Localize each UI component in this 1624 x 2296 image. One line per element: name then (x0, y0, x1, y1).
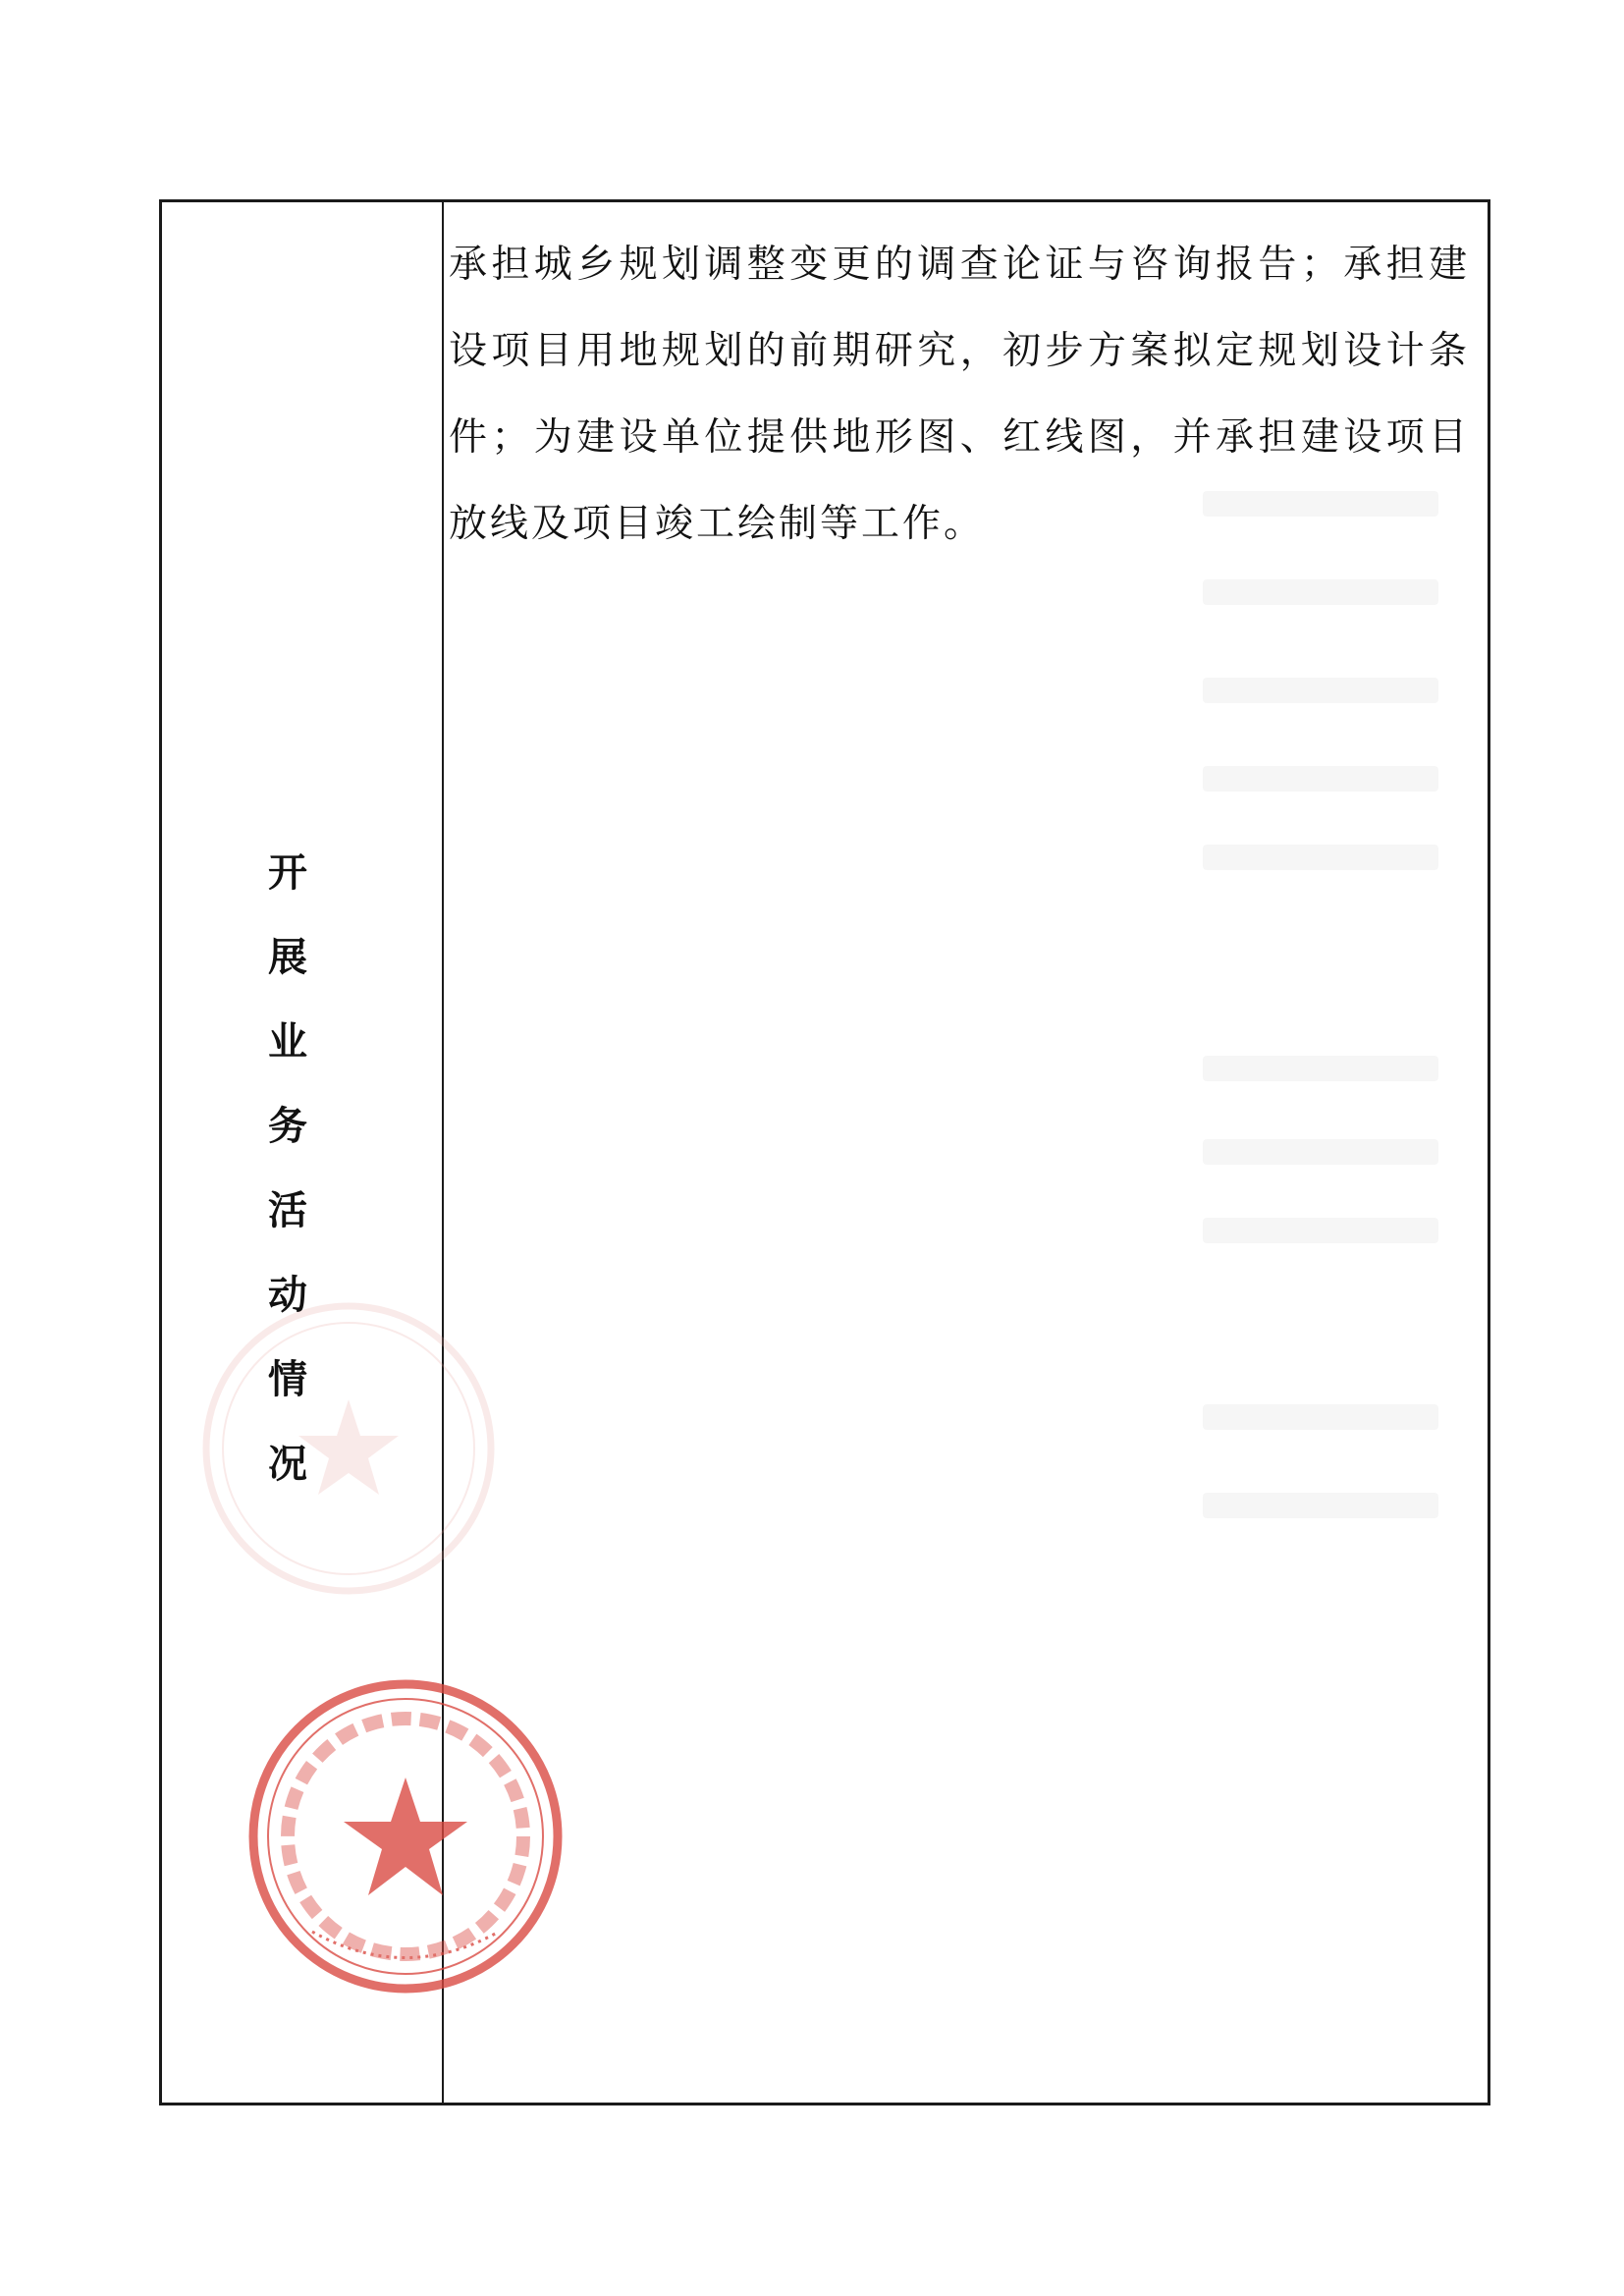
row-label-char: 活 (268, 1188, 307, 1233)
column-divider (442, 199, 444, 2105)
row-label-char: 务 (268, 1104, 307, 1149)
form-table (159, 199, 1490, 2105)
row-label-char: 开 (268, 850, 307, 896)
row-label-char: 情 (268, 1357, 307, 1402)
row-label-char: 动 (268, 1273, 307, 1318)
row-label-char: 业 (268, 1019, 307, 1065)
row-label (248, 831, 327, 1506)
row-label-char: 况 (268, 1442, 307, 1487)
row-label-char: 展 (268, 935, 307, 980)
business-activities-text: 承担城乡规划调整变更的调查论证与咨询报告；承担建设项目用地规划的前期研究，初步方案拟定规划设计条件；为建设单位提供地形图、红线图，并承担建设项目放线及项目竣工绘制等工作。 (449, 243, 1470, 546)
